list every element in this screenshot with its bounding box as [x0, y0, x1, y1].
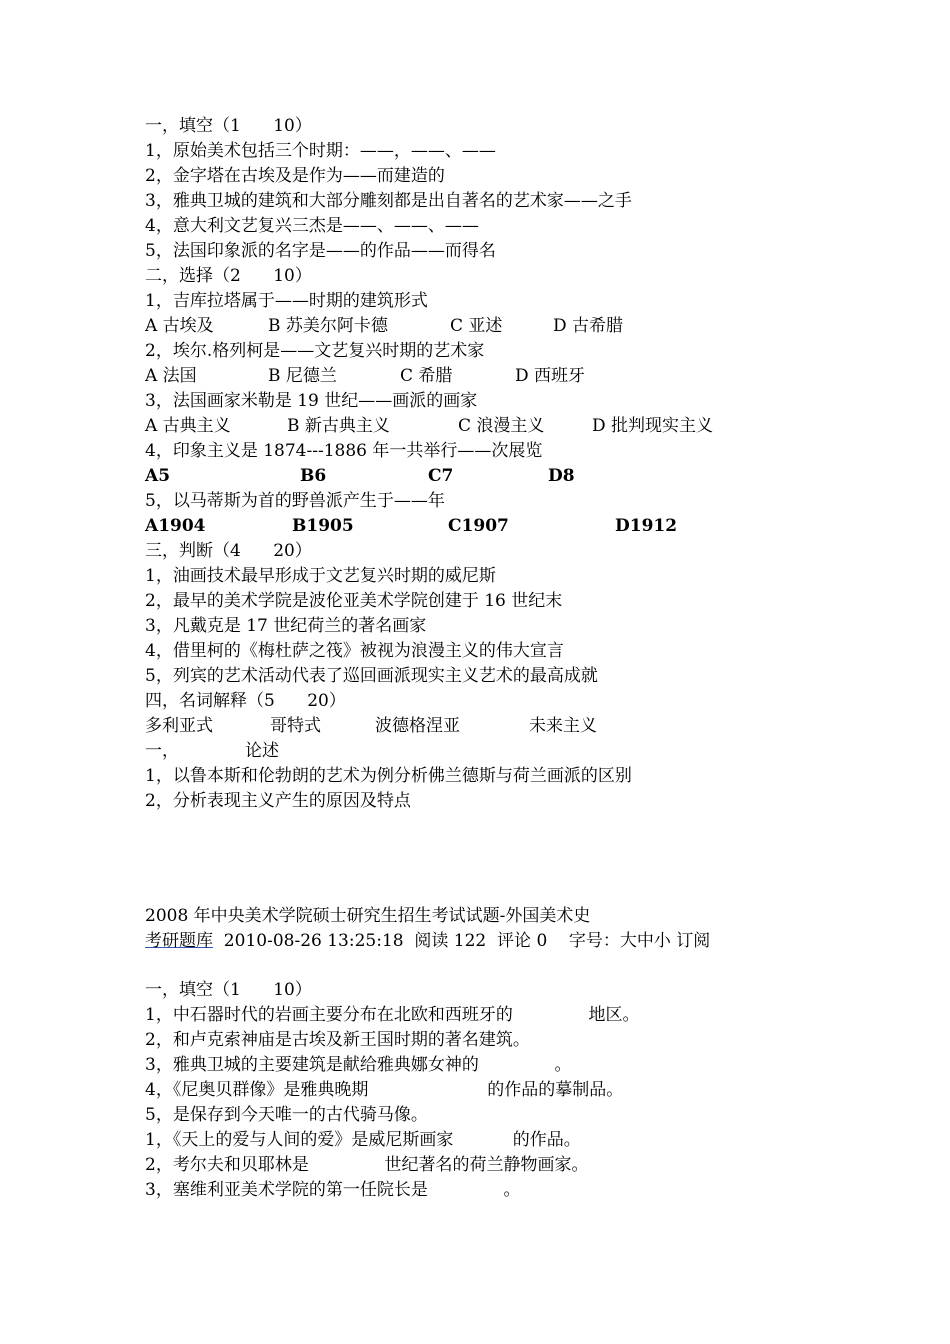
option: A 古典主义: [145, 416, 231, 436]
question-line: 1，吉库拉塔属于——时期的建筑形式: [145, 291, 428, 311]
option: D1912: [615, 516, 678, 536]
question-line: 4，《尼奥贝群像》是雅典晚期 的作品的摹制品。: [145, 1080, 624, 1100]
term: 多利亚式: [145, 716, 213, 736]
question-line: 5，是保存到今天唯一的古代骑马像。: [145, 1105, 428, 1125]
question-line: 1，油画技术最早形成于文艺复兴时期的威尼斯: [145, 566, 496, 586]
options-row: [145, 464, 925, 489]
question-line: 3，凡戴克是 17 世纪荷兰的著名画家: [145, 616, 427, 636]
question-line: 2，埃尔.格列柯是——文艺复兴时期的艺术家: [145, 341, 485, 361]
question-line: 2，考尔夫和贝耶林是 世纪著名的荷兰静物画家。: [145, 1155, 589, 1175]
option: B 尼德兰: [268, 366, 337, 386]
question-line: 1，原始美术包括三个时期：——，——、——: [145, 141, 496, 161]
options-row: [145, 514, 925, 539]
source-link[interactable]: 考研题库: [145, 931, 213, 951]
term: 波德格涅亚: [375, 716, 460, 736]
question-line: 4，意大利文艺复兴三杰是——、——、——: [145, 216, 479, 236]
option: A1904: [145, 516, 206, 536]
question-line: 5，法国印象派的名字是——的作品——而得名: [145, 241, 496, 261]
options-row: [145, 364, 925, 389]
option: B6: [300, 466, 327, 486]
option: D 批判现实主义: [592, 416, 714, 436]
section-heading-judgement: 三，判断（4 20）: [145, 541, 312, 561]
question-line: 4，借里柯的《梅杜萨之筏》被视为浪漫主义的伟大宣言: [145, 641, 564, 661]
section-heading-essay: [145, 739, 925, 764]
question-line: 1，中石器时代的岩画主要分布在北欧和西班牙的 地区。: [145, 1005, 640, 1025]
option: B1905: [292, 516, 354, 536]
option: C 希腊: [400, 366, 453, 386]
section-number: 一，: [145, 741, 179, 761]
question-line: 2，和卢克索神庙是古埃及新王国时期的著名建筑。: [145, 1030, 530, 1050]
section-heading-terms: 四，名词解释（5 20）: [145, 691, 346, 711]
article-title: 2008 年中央美术学院硕士研究生招生考试试题-外国美术史: [145, 906, 591, 926]
option: B 苏美尔阿卡德: [268, 316, 388, 336]
option: B 新古典主义: [287, 416, 390, 436]
question-line: 3，法国画家米勒是 19 世纪——画派的画家: [145, 391, 478, 411]
option: C1907: [448, 516, 509, 536]
question-line: 1，《天上的爱与人间的爱》是威尼斯画家 的作品。: [145, 1130, 581, 1150]
question-line: 2，最早的美术学院是波伦亚美术学院创建于 16 世纪末: [145, 591, 563, 611]
section-heading-fill-blank: 一，填空（1 10）: [145, 116, 312, 136]
question-line: 4，印象主义是 1874---1886 年一共举行——次展览: [145, 441, 543, 461]
options-row: [145, 414, 925, 439]
option: C7: [428, 466, 454, 486]
options-row: [145, 314, 925, 339]
section-label: 论述: [245, 741, 279, 761]
question-line: 5，列宾的艺术活动代表了巡回画派现实主义艺术的最高成就: [145, 666, 598, 686]
question-line: 3，雅典卫城的建筑和大部分雕刻都是出自著名的艺术家——之手: [145, 191, 632, 211]
meta-info: 2010-08-26 13:25:18 阅读 122 评论 0 字号：大中小 订阅: [213, 931, 711, 951]
question-line: 2，金字塔在古埃及是作为——而建造的: [145, 166, 445, 186]
question-line: 5，以马蒂斯为首的野兽派产生于——年: [145, 491, 445, 511]
question-line: 3，塞维利亚美术学院的第一任院长是 。: [145, 1180, 521, 1200]
option: C 浪漫主义: [458, 416, 545, 436]
term: 未来主义: [529, 716, 597, 736]
question-line: 3，雅典卫城的主要建筑是献给雅典娜女神的 。: [145, 1055, 572, 1075]
section-heading-fill-blank-2: 一，填空（1 10）: [145, 980, 312, 1000]
terms-row: [145, 714, 925, 739]
option: A 古埃及: [145, 316, 214, 336]
option: D 古希腊: [553, 316, 624, 336]
option: C 亚述: [450, 316, 503, 336]
term: 哥特式: [270, 716, 321, 736]
article-meta: [145, 929, 925, 954]
question-line: 2，分析表现主义产生的原因及特点: [145, 791, 411, 811]
section-heading-choice: 二，选择（2 10）: [145, 266, 312, 286]
question-line: 1，以鲁本斯和伦勃朗的艺术为例分析佛兰德斯与荷兰画派的区别: [145, 766, 632, 786]
option: D8: [548, 466, 575, 486]
option: A 法国: [145, 366, 197, 386]
option: D 西班牙: [515, 366, 586, 386]
option: A5: [145, 466, 171, 486]
document-page: [145, 114, 925, 1203]
